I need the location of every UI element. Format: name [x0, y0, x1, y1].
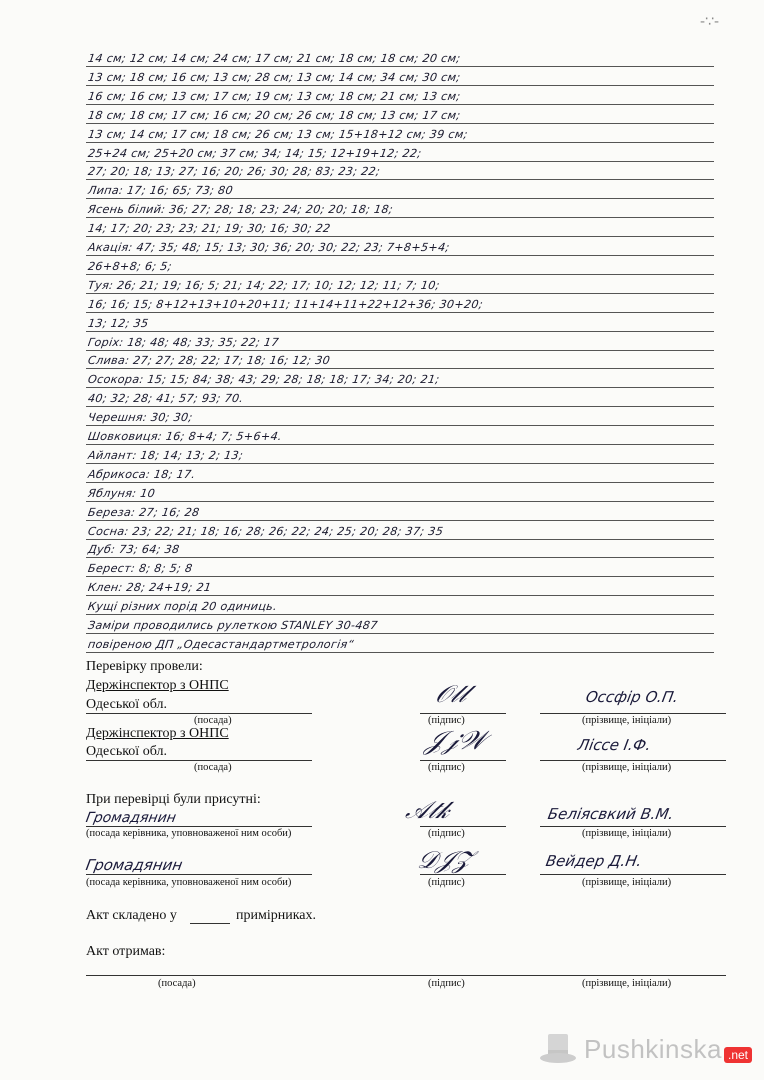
- ruled-line: [86, 198, 714, 199]
- caption-position: (посада): [194, 762, 232, 773]
- ruled-line: [86, 331, 714, 332]
- corner-mark: -∵-: [700, 14, 720, 30]
- ruled-line: [86, 255, 714, 256]
- ruled-line: [86, 652, 714, 653]
- handwritten-line: Клен: 28; 24+19; 21: [87, 581, 213, 595]
- ruled-line: [86, 293, 714, 294]
- ruled-line: [86, 274, 714, 275]
- caption-signature: (підпис): [428, 978, 465, 989]
- signature-line: [420, 760, 506, 761]
- checked-by-label: Перевірку провели:: [86, 659, 203, 674]
- ruled-line: [86, 387, 714, 388]
- present-2-position: Громадянин: [84, 856, 184, 874]
- handwritten-line: Кущі різних порід 20 одиниць.: [87, 600, 278, 614]
- caption-signature: (підпис): [428, 877, 465, 888]
- caption-signature: (підпис): [428, 828, 465, 839]
- handwritten-line: 40; 32; 28; 41; 57; 93; 70.: [87, 392, 245, 406]
- position-line: [86, 874, 312, 875]
- ruled-line: [86, 482, 714, 483]
- handwritten-line: 16 см; 16 см; 13 см; 17 см; 19 см; 13 см; 18 см; 21 см; 13 см;: [87, 89, 462, 103]
- ruled-line: [86, 501, 714, 502]
- name-line: [540, 874, 726, 875]
- caption-name: (прізвище, ініціали): [582, 715, 672, 726]
- copies-blank: [190, 923, 230, 924]
- ruled-line: [86, 520, 714, 521]
- position-line: [86, 975, 312, 976]
- ruled-line: [86, 350, 714, 351]
- handwritten-line: 13; 12; 35: [87, 316, 150, 330]
- signature-name-line: [312, 975, 726, 976]
- handwritten-line: Липа: 17; 16; 65; 73; 80: [87, 184, 234, 198]
- watermark-badge: .net: [724, 1047, 752, 1063]
- handwritten-line: Сосна: 23; 22; 21; 18; 16; 28; 26; 22; 24; 25; 20; 28; 37; 35: [87, 524, 445, 538]
- handwritten-line: Дуб: 73; 64; 38: [87, 543, 181, 557]
- handwritten-line: 18 см; 18 см; 17 см; 16 см; 20 см; 26 см; 18 см; 13 см; 17 см;: [87, 108, 462, 122]
- handwritten-line: 14; 17; 20; 23; 23; 21; 19; 30; 16; 30; 22: [87, 222, 332, 236]
- ruled-line: [86, 539, 714, 540]
- handwritten-line: Береза: 27; 16; 28: [87, 505, 201, 519]
- signature-2: 𝒥𝒿𝒲: [423, 726, 489, 756]
- ruled-line: [86, 368, 714, 369]
- ruled-line: [86, 614, 714, 615]
- handwritten-line: Заміри проводились рулеткою STANLEY 30-487: [87, 619, 379, 632]
- handwritten-line: Слива: 27; 27; 28; 22; 17; 18; 16; 12; 30: [87, 354, 331, 368]
- signature-1: 𝒪𝓁𝓁: [433, 680, 470, 708]
- name-line: [540, 760, 726, 761]
- ruled-line: [86, 179, 714, 180]
- ruled-line: [86, 312, 714, 313]
- handwritten-line: 27; 20; 18; 13; 27; 16; 20; 26; 30; 28; 83; 23; 22;: [87, 165, 381, 179]
- handwritten-line: 13 см; 14 см; 17 см; 18 см; 26 см; 13 см; 15+18+12 см; 39 см;: [87, 127, 469, 141]
- ruled-line: [86, 595, 714, 596]
- act-made-prefix: Акт складено у: [86, 908, 177, 923]
- inspector-title-1: Держінспектор з ОНПС: [86, 678, 229, 693]
- handwritten-line: 14 см; 12 см; 14 см; 24 см; 17 см; 21 см; 18 см; 18 см; 20 см;: [87, 52, 462, 65]
- signature-line: [420, 713, 506, 714]
- handwritten-line: Айлант: 18; 14; 13; 2; 13;: [87, 448, 244, 462]
- ruled-line: [86, 142, 714, 143]
- handwritten-line: Черешня: 30; 30;: [87, 411, 194, 425]
- act-received-label: Акт отримав:: [86, 944, 166, 959]
- handwritten-line: Шовковиця: 16; 8+4; 7; 5+6+4.: [87, 430, 283, 443]
- ruled-line: [86, 66, 714, 67]
- present-1-name: Беліясвкий В.М.: [546, 805, 676, 823]
- handwritten-line: Осокора: 15; 15; 84; 38; 43; 29; 28; 18; 18; 17; 34; 20; 21;: [87, 373, 441, 387]
- caption-name: (прізвище, ініціали): [582, 828, 672, 839]
- watermark: [538, 1032, 752, 1066]
- name-line: [540, 713, 726, 714]
- ruled-line: [86, 217, 714, 218]
- handwritten-line: 25+24 см; 25+20 см; 37 см; 34; 14; 15; 12+19+12; 22;: [87, 146, 423, 160]
- ruled-line: [86, 425, 714, 426]
- handwritten-line: Берест: 8; 8; 5; 8: [87, 562, 194, 576]
- signature-3: 𝒜𝓉𝓀: [403, 796, 453, 824]
- ruled-line: [86, 123, 714, 124]
- handwritten-line: Горіх: 18; 48; 48; 33; 35; 22; 17: [87, 335, 280, 349]
- act-made-suffix: примірниках.: [236, 908, 317, 923]
- handwritten-line: Акація: 47; 35; 48; 15; 13; 30; 36; 20; 30; 22; 23; 7+8+5+4;: [87, 241, 451, 254]
- ruled-line: [86, 463, 714, 464]
- ruled-line: [86, 444, 714, 445]
- top-hat-icon: [538, 1032, 578, 1066]
- caption-manager: (посада керівника, уповноваженої ним особи): [86, 877, 292, 888]
- handwritten-line: 13 см; 18 см; 16 см; 13 см; 28 см; 13 см; 14 см; 34 см; 30 см;: [87, 70, 462, 84]
- ruled-line: [86, 633, 714, 634]
- watermark-text: Pushkinska: [584, 1033, 722, 1064]
- present-2-name: Вейдер Д.Н.: [544, 852, 644, 870]
- caption-manager: (посада керівника, уповноваженої ним особи): [86, 828, 292, 839]
- handwritten-line: Ясень білий: 36; 27; 28; 18; 23; 24; 20; 20; 18; 18;: [87, 203, 394, 217]
- ruled-line: [86, 557, 714, 558]
- position-line: [86, 760, 312, 761]
- inspector-2-name: Ліссе І.Ф.: [576, 736, 653, 754]
- handwritten-line: Туя: 26; 21; 19; 16; 5; 21; 14; 22; 17; 10; 12; 12; 11; 7; 10;: [87, 278, 441, 292]
- handwritten-line: повіреною ДП „Одесастандартметрологія“: [87, 637, 355, 651]
- caption-name: (прізвище, ініціали): [582, 877, 672, 888]
- handwritten-line: Яблуня: 10: [87, 486, 156, 500]
- caption-name: (прізвище, ініціали): [582, 978, 672, 989]
- name-line: [540, 826, 726, 827]
- position-line: [86, 826, 312, 827]
- inspector-region-1: Одеської обл.: [86, 697, 167, 712]
- caption-signature: (підпис): [428, 762, 465, 773]
- caption-signature: (підпис): [428, 715, 465, 726]
- present-label: При перевірці були присутні:: [86, 792, 261, 807]
- handwritten-line: 26+8+8; 6; 5;: [87, 259, 173, 273]
- signature-line: [420, 874, 506, 875]
- position-line: [86, 713, 312, 714]
- inspector-title-2: Держінспектор з ОНПС: [86, 726, 229, 741]
- handwritten-line: 16; 16; 15; 8+12+13+10+20+11; 11+14+11+22+12+36; 30+20;: [87, 297, 484, 311]
- signature-4: 𝒟𝒥𝒵: [415, 846, 475, 874]
- inspector-region-2: Одеської обл.: [86, 744, 167, 759]
- ruled-line: [86, 85, 714, 86]
- signature-line: [420, 826, 506, 827]
- ruled-line: [86, 236, 714, 237]
- handwritten-line: Абрикоса: 18; 17.: [87, 467, 197, 481]
- ruled-line: [86, 104, 714, 105]
- inspector-1-name: Оссфір О.П.: [584, 688, 680, 706]
- caption-position: (посада): [158, 978, 196, 989]
- caption-position: (посада): [194, 715, 232, 726]
- caption-name: (прізвище, ініціали): [582, 762, 672, 773]
- present-1-position: Громадянин: [84, 810, 178, 826]
- ruled-line: [86, 406, 714, 407]
- ruled-line: [86, 576, 714, 577]
- ruled-line: [86, 161, 714, 162]
